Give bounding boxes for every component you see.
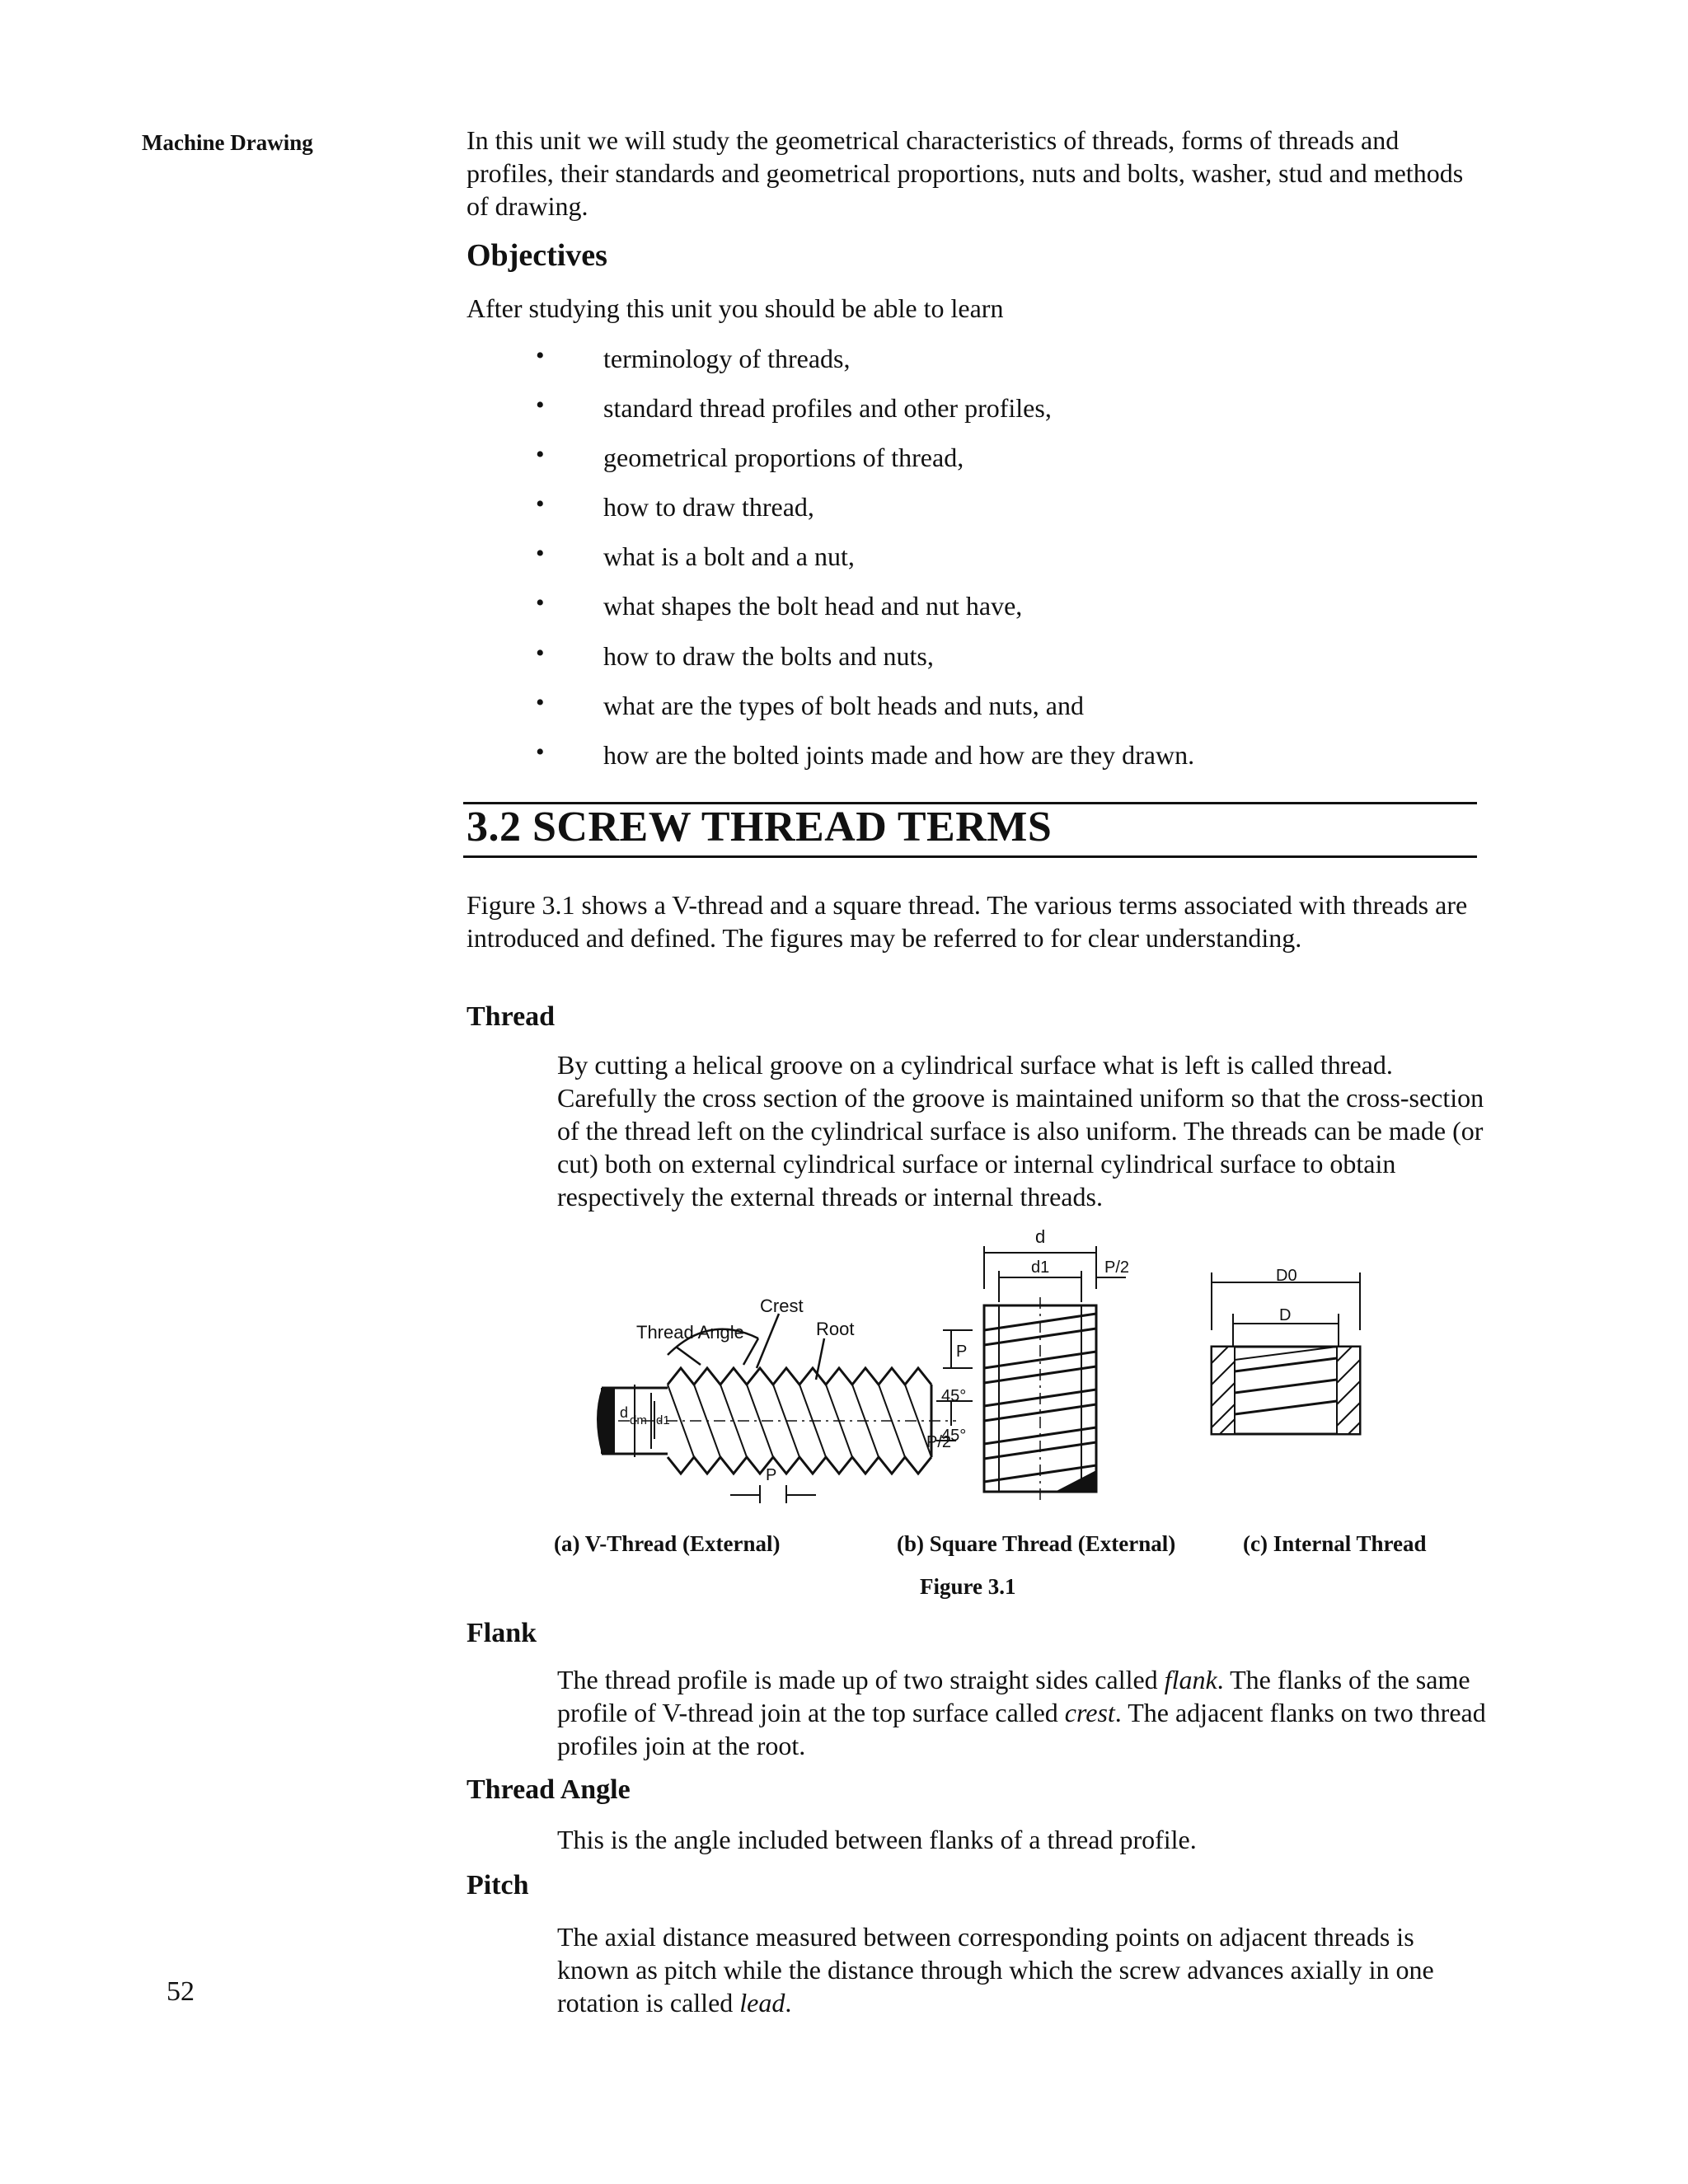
- bullet-icon: •: [536, 589, 545, 616]
- square-thread-drawing: [926, 1226, 1129, 1503]
- term-thread-heading: Thread: [467, 1001, 556, 1032]
- label-root: Root: [816, 1319, 855, 1339]
- label-45-top: 45°: [941, 1387, 967, 1405]
- internal-thread-drawing: [1212, 1267, 1360, 1434]
- label-dm: dm: [630, 1413, 647, 1427]
- page-number: 52: [166, 1976, 195, 2007]
- section-title: 3.2 SCREW THREAD TERMS: [467, 804, 1053, 851]
- section-intro: Figure 3.1 shows a V-thread and a square thread. The various terms associated with threads are introduced and defined. The figures may be referred to for clear understanding.: [467, 890, 1468, 953]
- label-sq-d1: d1: [1031, 1258, 1050, 1277]
- label-sq-p-half-lower: P/2: [926, 1433, 952, 1451]
- figure-title: Figure 3.1: [920, 1574, 1016, 1599]
- caption-internal-thread: (c) Internal Thread: [1243, 1531, 1427, 1556]
- label-thread-angle: Thread Angle: [636, 1322, 744, 1343]
- term-flank-definition: The thread profile is made up of two straight sides called flank. The flanks of the same profile of V-thread join at the top surface called crest. The adjacent flanks on two thread profiles join at the root.: [557, 1665, 1486, 1760]
- caption-v-thread: (a) V-Thread (External): [554, 1531, 781, 1556]
- label-d1: d1: [656, 1413, 670, 1427]
- square-thread-section: [1055, 1470, 1096, 1492]
- bullet-icon: •: [536, 441, 545, 468]
- label-45-bottom: 45°: [941, 1427, 967, 1445]
- term-pitch-heading: Pitch: [467, 1870, 529, 1900]
- term-flank-heading: Flank: [467, 1618, 537, 1648]
- term-thread-definition: By cutting a helical groove on a cylindrical surface what is left is called thread. Carefully the cross section of the groove is maintained uniform so that the cross-section of the thread left on the cylindrical surface is also uniform. The threads can be made (or cut) both on external cylindrical surface or internal cylindrical surface to obtain respectively the external threads or internal threads.: [557, 1050, 1484, 1212]
- section-rule-bottom: [463, 855, 1477, 858]
- v-thread-end-hatch: [597, 1388, 615, 1454]
- bullet-icon: •: [536, 640, 545, 667]
- label-sq-p-half: P/2: [1104, 1258, 1130, 1277]
- caption-square-thread: (b) Square Thread (External): [897, 1531, 1176, 1556]
- label-p: P: [766, 1466, 777, 1484]
- bullet-icon: •: [536, 391, 545, 419]
- label-crest: Crest: [760, 1296, 804, 1316]
- bullet-icon: •: [536, 342, 545, 369]
- objectives-lead: After studying this unit you should be able to learn: [467, 293, 1004, 323]
- bullet-icon: •: [536, 738, 545, 766]
- running-head: Machine Drawing: [142, 130, 313, 155]
- label-d: d: [620, 1404, 629, 1421]
- bullet-icon: •: [536, 490, 545, 518]
- bullet-icon: •: [536, 689, 545, 716]
- figure-3-1: [569, 1223, 1376, 1520]
- intro-paragraph: In this unit we will study the geometrical characteristics of threads, forms of threads and profiles, their standards and geometrical proportions, nuts and bolts, washer, stud and methods of drawing.: [467, 125, 1464, 221]
- term-thread-angle-definition: This is the angle included between flanks of a thread profile.: [557, 1825, 1197, 1854]
- objectives-heading: Objectives: [467, 238, 607, 273]
- v-thread-drawing: [597, 1296, 966, 1503]
- label-int-d0: D0: [1276, 1267, 1297, 1285]
- label-int-d: D: [1279, 1306, 1292, 1324]
- bullet-icon: •: [536, 540, 545, 567]
- label-sq-d: d: [1035, 1226, 1046, 1247]
- term-thread-angle-heading: Thread Angle: [467, 1774, 631, 1805]
- label-sq-p: P: [956, 1343, 968, 1361]
- term-pitch-definition: The axial distance measured between corresponding points on adjacent threads is known as pitch while the distance through which the screw advances axially in one rotation is called lead.: [557, 1922, 1434, 2018]
